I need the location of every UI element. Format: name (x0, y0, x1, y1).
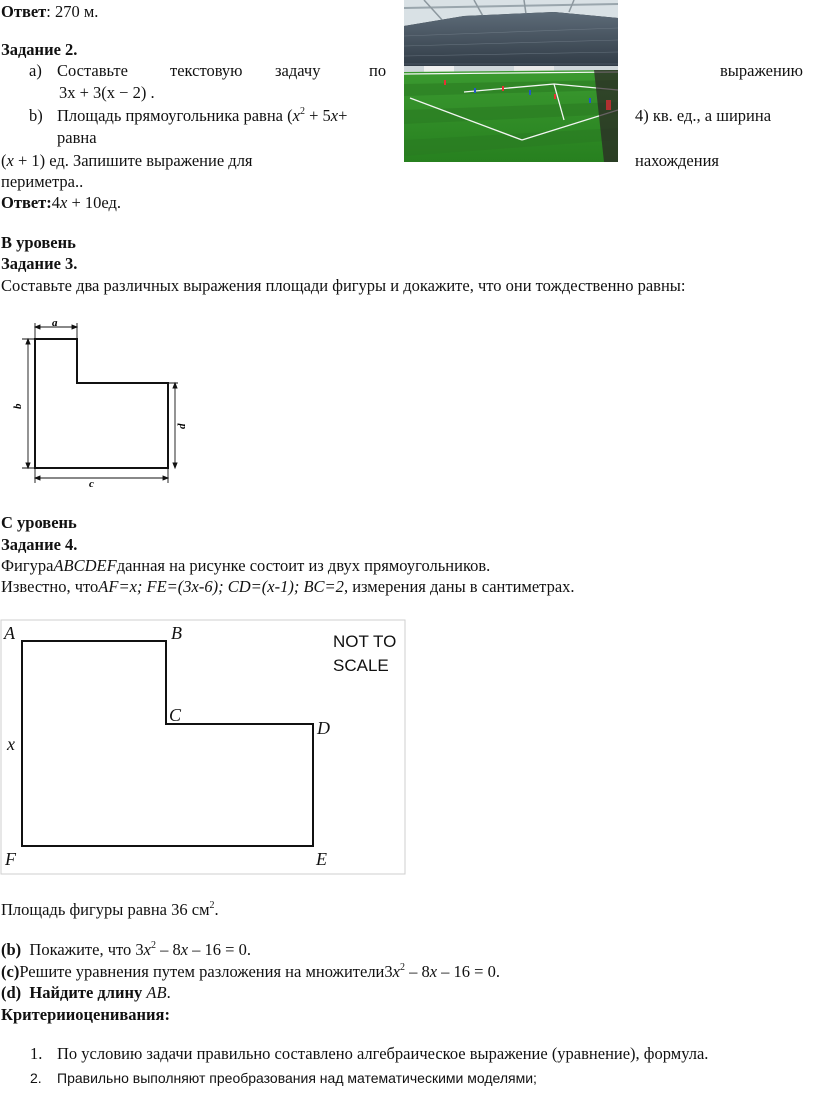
vertex-F: F (5, 849, 16, 869)
task2-a-expression: 3x + 3(x − 2) . (59, 83, 155, 102)
criteria-item-2-num: 2. (30, 1070, 42, 1086)
answer-label: Ответ (1, 2, 47, 21)
figure-task3 (0, 305, 220, 490)
task2-b-line4: периметра.. (1, 172, 84, 191)
task2-a-word4: по (369, 61, 387, 80)
task2-title: Задание 2. (1, 40, 78, 59)
not-to-scale-2: SCALE (333, 656, 389, 675)
figure-task4 (0, 617, 408, 877)
part-c: (c)Решите уравнения путем разложения на $множители3x^2 - 8x - 16 = 0$. (1, 962, 500, 981)
criteria-item-1-num: 1. (30, 1044, 43, 1063)
task2-b-line3-right: нахождения (635, 151, 719, 170)
task2-a-word5: выражению (720, 61, 803, 80)
level-b-title: В уровень (1, 233, 76, 252)
task2-a-word2: текстовую (170, 61, 243, 80)
task2-a-word1: Составьте (57, 61, 128, 80)
task2-b-marker: b) (29, 106, 43, 125)
task3-title: Задание 3. (1, 254, 78, 273)
criteria-item-2: Правильно выполняют преобразования над математическими моделями; (57, 1070, 537, 1086)
fig1-label-b: b (12, 403, 24, 409)
vertex-D: D (317, 718, 330, 738)
part-d: (d) Найдите длину AB. (1, 983, 171, 1002)
vertex-C: C (169, 705, 182, 725)
area-statement: Площадь фигуры равна 36 $см^2$. (1, 900, 219, 919)
vertex-E: E (316, 849, 327, 869)
criteria-title: Критерииоценивания: (1, 1005, 170, 1024)
task2-a-word3: задачу (275, 61, 321, 80)
fig1-label-a: a (52, 317, 58, 329)
task4-title: Задание 4. (1, 535, 78, 554)
figure1-shape (35, 339, 168, 468)
task2-a-marker: a) (29, 61, 42, 80)
fig1-label-c: c (89, 478, 94, 490)
stadium-photo (404, 0, 618, 162)
task2-b-line2: равна (57, 128, 97, 147)
task4-line2: Известно, чтоAF=x; FE=(3x-6); CD=(x-1); BC=2, измерения даны в сантиметрах. (1, 577, 575, 596)
answer-line-1: Ответ: 270 м. (1, 2, 99, 21)
vertex-A: A (4, 623, 15, 643)
side-x-label: x (7, 734, 15, 754)
task2-b-line1-right: 4) кв. ед., а ширина (635, 106, 772, 125)
criteria-item-1: По условию задачи правильно составлено алгебраическое выражение (уравнение), формула. (57, 1044, 709, 1063)
not-to-scale-1: NOT TO (333, 632, 397, 651)
figure2-shape (22, 641, 313, 846)
task2-answer: Ответ:4x + 10ед. (1, 193, 122, 212)
level-c-title: С уровень (1, 513, 77, 532)
task3-text: Составьте два различных выражения площади фигуры и докажите, что они тождественно равны: (1, 276, 686, 295)
fig1-label-d: d (176, 423, 188, 429)
part-b: (b) Покажите, что $3x^2 - 8x - 16 = 0$. (1, 940, 251, 959)
task2-b-line3: (x + 1) ед. Запишите выражение для (1, 151, 253, 170)
task2-b-line1: Площадь прямоугольника равна ($x^2 + 5x+$ (57, 106, 348, 125)
task4-line1: ФигураABCDEFданная на рисунке состоит из двух прямоугольников. (1, 556, 491, 575)
vertex-B: B (171, 623, 182, 643)
